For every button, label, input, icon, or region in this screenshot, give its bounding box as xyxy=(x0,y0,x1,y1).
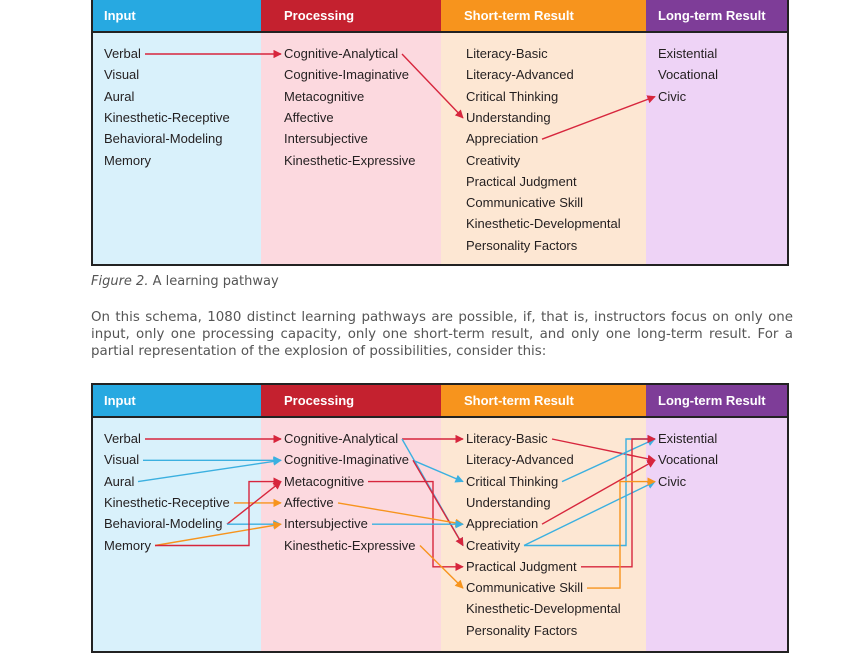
inputs-item: Memory xyxy=(104,537,151,553)
long-term-item: Civic xyxy=(658,88,687,104)
input-header: Input xyxy=(93,385,261,418)
inputs-item: Behavioral-Modeling xyxy=(104,131,223,147)
long-term-column xyxy=(646,385,787,651)
inputs-item: Verbal xyxy=(104,431,141,446)
long-term-item: Existential xyxy=(658,431,718,446)
processing-header: Processing xyxy=(261,385,441,418)
short-term-item: Appreciation xyxy=(466,131,539,147)
short-term-header: Short-term Result xyxy=(441,385,646,418)
long-term-item: Vocational xyxy=(658,452,718,468)
short-term-item: Literacy-Advanced xyxy=(466,452,574,468)
long-term-header: Long-term Result xyxy=(646,0,787,33)
inputs-item: Kinesthetic-Receptive xyxy=(104,109,230,125)
processing-item: Cognitive-Imaginative xyxy=(284,67,410,83)
short-term-item: Critical Thinking xyxy=(466,88,559,104)
short-term-item: Literacy-Basic xyxy=(466,431,548,446)
short-term-item: Kinesthetic-Developmental xyxy=(466,216,621,232)
body-paragraph: On this schema, 1080 distinct learning pathways are possible, if, that is, instructors focus on only one input, only one processing capacity, only one short-term result, and only one long-term result. For a partial representation of the explosion of possibilities, consider this: xyxy=(91,310,793,359)
inputs-item: Visual xyxy=(104,452,140,468)
learning-pathway-diagram xyxy=(91,0,789,266)
short-term-item: Kinesthetic-Developmental xyxy=(466,601,621,617)
inputs-item: Behavioral-Modeling xyxy=(104,516,223,532)
short-term-item: Practical Judgment xyxy=(466,173,577,189)
short-term-item: Literacy-Advanced xyxy=(466,67,574,83)
short-term-item: Practical Judgment xyxy=(466,558,577,574)
long-term-item: Existential xyxy=(658,46,718,61)
processing-item: Cognitive-Analytical xyxy=(284,431,399,446)
input-header: Input xyxy=(93,0,261,33)
inputs-item: Visual xyxy=(104,67,140,83)
processing-item: Affective xyxy=(284,494,334,510)
processing-item: Kinesthetic-Expressive xyxy=(284,537,416,553)
long-term-header: Long-term Result xyxy=(646,385,787,418)
processing-item: Metacognitive xyxy=(284,473,365,489)
short-term-item: Understanding xyxy=(466,494,551,510)
short-term-item: Personality Factors xyxy=(466,622,578,638)
short-term-item: Literacy-Basic xyxy=(466,46,548,61)
caption-text: A learning pathway xyxy=(148,274,279,289)
short-term-header: Short-term Result xyxy=(441,0,646,33)
short-term-item: Creativity xyxy=(466,537,521,553)
processing-item: Intersubjective xyxy=(284,131,368,147)
long-term-item: Vocational xyxy=(658,67,718,83)
long-term-column xyxy=(646,0,787,264)
figure-number: Figure 2. xyxy=(91,274,149,289)
inputs-item: Kinesthetic-Receptive xyxy=(104,494,230,510)
figure-caption xyxy=(91,274,279,289)
inputs-item: Memory xyxy=(104,152,151,168)
short-term-item: Appreciation xyxy=(466,516,539,532)
short-term-item: Personality Factors xyxy=(466,237,578,253)
short-term-item: Communicative Skill xyxy=(466,580,584,596)
processing-item: Kinesthetic-Expressive xyxy=(284,152,416,168)
inputs-item: Aural xyxy=(104,88,135,104)
processing-item: Cognitive-Analytical xyxy=(284,46,399,61)
processing-item: Cognitive-Imaginative xyxy=(284,452,410,468)
processing-item: Affective xyxy=(284,109,334,125)
long-term-item: Civic xyxy=(658,473,687,489)
short-term-item: Critical Thinking xyxy=(466,473,559,489)
inputs-item: Verbal xyxy=(104,46,141,61)
short-term-item: Communicative Skill xyxy=(466,195,584,211)
short-term-item: Understanding xyxy=(466,109,551,125)
processing-item: Intersubjective xyxy=(284,516,368,532)
processing-header: Processing xyxy=(261,0,441,33)
inputs-item: Aural xyxy=(104,473,135,489)
short-term-item: Creativity xyxy=(466,152,521,168)
processing-item: Metacognitive xyxy=(284,88,365,104)
pathway-possibilities-diagram xyxy=(91,383,789,653)
